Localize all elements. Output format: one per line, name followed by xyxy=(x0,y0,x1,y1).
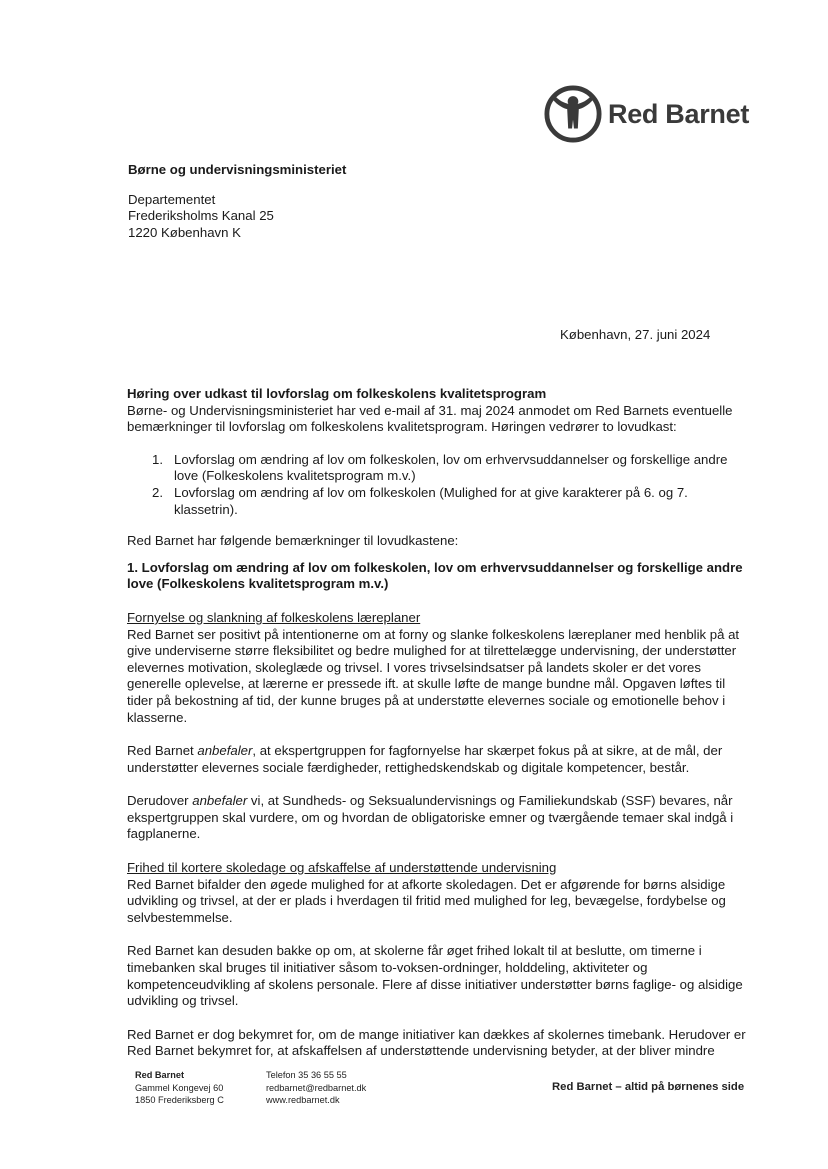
recipient-line: 1220 København K xyxy=(128,224,241,240)
paragraph: Derudover anbefaler vi, at Sundheds- og Seksualundervisnings og Familiekundskab (SSF) bevares, når ekspertgruppen skal vurdere, om og hvordan de obligatoriske emner og tværgående temaer skal indgå i fagplanerne. xyxy=(127,793,734,842)
list-item xyxy=(127,485,750,518)
child-raising-arms-icon xyxy=(544,85,602,143)
paragraph: Red Barnet bifalder den øgede mulighed for at afkorte skoledagen. Det er afgørende for børns alsidige udvikling og trivsel, at der er plads i hverdagen til fritid med mulighed for leg, bevægelse, fordybelse og selvbestemmelse. xyxy=(127,876,726,925)
footer-address xyxy=(135,1069,224,1107)
emphasis: anbefaler xyxy=(192,793,248,809)
paragraph: Red Barnet anbefaler, at ekspertgruppen for fagfornyelse har skærpet fokus på at sikre, at de mål, der understøtter elevernes sociale færdigheder, rettighedskendskab og digitale kompetencer, består. xyxy=(127,743,723,775)
list-number: 2. xyxy=(152,484,163,500)
recipient-line: Departementet xyxy=(128,191,216,207)
footer-org: Red Barnet xyxy=(135,1070,185,1080)
footer-address-line: Gammel Kongevej 60 xyxy=(135,1082,224,1093)
paragraph: Red Barnet kan desuden bakke op om, at skolerne får øget frihed lokalt til at beslutte, om timerne i timebanken skal bruges til initiativer såsom to-voksen-ordninger, holddeling, aktiviteter og kompetenceudvikling af skolens personale. Flere af disse initiativer understøtter børns faglige- og alsidige udvikling og trivsel. xyxy=(127,943,743,1009)
list-text: Lovforslag om ændring af lov om folkeskolen (Mulighed for at give karakterer på 6. og 7. klassetrin). xyxy=(174,484,688,517)
section-1-title: 1. Lovforslag om ændring af lov om folkeskolen, lov om erhvervsuddannelser og forskellige andre love (Folkeskolens kvalitetsprogram m.v.) xyxy=(127,559,743,592)
letter-body xyxy=(127,386,750,1060)
list-number: 1. xyxy=(152,451,163,467)
logo-text: Red Barnet xyxy=(608,98,750,129)
footer-phone: Telefon 35 36 55 55 xyxy=(266,1070,347,1080)
recipient-line: Frederiksholms Kanal 25 xyxy=(128,208,274,224)
footer-contact xyxy=(266,1069,366,1107)
footer-address-line: 1850 Frederiksberg C xyxy=(135,1095,224,1106)
letter-date: København, 27. juni 2024 xyxy=(560,327,711,342)
recipient-block xyxy=(128,162,728,241)
paragraph: Red Barnet er dog bekymret for, om de mange initiativer kan dækkes af skolernes timebank. Herudover er Red Barnet bekymret for, at afskaffelsen af understøttende undervisning betyder, at der bliver mindre xyxy=(127,1026,746,1059)
intro-paragraph: Børne- og Undervisningsministeriet har ved e-mail af 31. maj 2024 anmodet om Red Barnets eventuelle bemærkninger til lovforslag om folkeskolens kvalitetsprogram. Høringen vedrører to lovudkast: xyxy=(127,402,733,435)
subsection-title: Frihed til kortere skoledage og afskaffelse af understøttende undervisning xyxy=(127,860,557,876)
logo xyxy=(544,84,749,144)
list-text: Lovforslag om ændring af lov om folkeskolen, lov om erhvervsuddannelser og forskellige andre love (Folkeskolens kvalitetsprogram m.v.) xyxy=(174,451,728,484)
footer-email[interactable]: redbarnet@redbarnet.dk xyxy=(266,1082,367,1093)
remarks-intro: Red Barnet har følgende bemærkninger til lovudkastene: xyxy=(127,533,459,549)
draft-list xyxy=(127,452,750,518)
footer-website[interactable]: www.redbarnet.dk xyxy=(266,1095,340,1106)
emphasis: anbefaler xyxy=(197,743,253,759)
subsection-title: Fornyelse og slankning af folkeskolens læreplaner xyxy=(127,609,421,625)
list-item xyxy=(127,452,750,485)
paragraph: Red Barnet ser positivt på intentionerne om at forny og slanke folkeskolens læreplaner med henblik på at give underviserne større fleksibilitet og bedre mulighed for at tilrettelægge undervisning, der understøtter elevernes motivation, skoleglæde og trivsel. I vores trivselsindsatser på landets skoler er det vores generelle oplevelse, at lærerne er pressede ift. at skulle løfte de mange bundne mål. Opgaven løftes til tider på bekostning af tid, der kunne bruges på at understøtte elevernes sociale og emotionelle behov i klasserne. xyxy=(127,626,740,725)
recipient-name: Børne og undervisningsministeriet xyxy=(128,162,347,177)
letter-heading: Høring over udkast til lovforslag om folkeskolens kvalitetsprogram xyxy=(127,386,547,401)
footer-slogan: Red Barnet – altid på børnenes side xyxy=(552,1081,745,1093)
